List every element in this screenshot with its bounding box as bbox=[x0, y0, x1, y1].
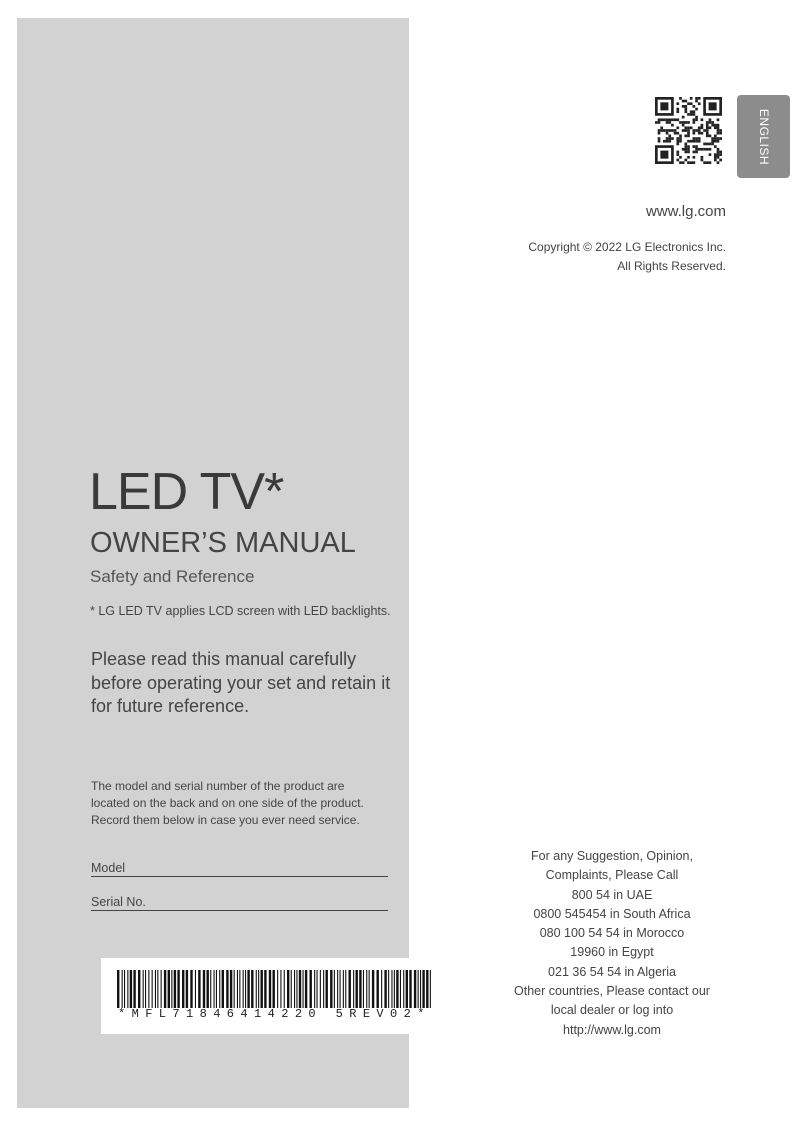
qr-code-icon bbox=[655, 97, 722, 164]
model-field: Model bbox=[91, 861, 388, 877]
info-line: located on the back and on one side of the product. bbox=[91, 796, 364, 810]
info-line: The model and serial number of the product are bbox=[91, 779, 345, 793]
language-tab bbox=[737, 95, 790, 178]
read-line: for future reference. bbox=[91, 696, 250, 716]
read-instructions bbox=[91, 648, 401, 719]
lcd-footnote: * LG LED TV applies LCD screen with LED backlights. bbox=[90, 604, 391, 618]
contact-line: 800 54 in UAE bbox=[571, 887, 653, 902]
copyright-notice bbox=[528, 238, 726, 276]
rights-line: All Rights Reserved. bbox=[617, 259, 726, 273]
contact-line: 0800 545454 in South Africa bbox=[533, 906, 691, 921]
manual-subtitle: OWNER’S MANUAL bbox=[90, 527, 356, 559]
model-serial-info bbox=[91, 778, 391, 829]
contact-line: 021 36 54 54 in Algeria bbox=[548, 964, 676, 979]
contact-line: Other countries, Please contact our bbox=[514, 984, 710, 999]
contact-line[interactable]: http://www.lg.com bbox=[563, 1022, 661, 1037]
language-label: ENGLISH bbox=[756, 108, 771, 165]
info-line: Record them below in case you ever need service. bbox=[91, 813, 360, 827]
read-line: Please read this manual carefully bbox=[91, 649, 357, 669]
contact-line: 080 100 54 54 in Morocco bbox=[539, 926, 685, 941]
read-line: before operating your set and retain it bbox=[91, 672, 391, 693]
barcode-number: *MFL71846414220 5REV02* bbox=[118, 1007, 431, 1021]
contact-line: local dealer or log into bbox=[550, 1003, 674, 1018]
product-title: LED TV* bbox=[89, 463, 284, 521]
contact-info bbox=[500, 847, 724, 1040]
cover-grey-panel bbox=[17, 18, 409, 1108]
serial-field: Serial No. bbox=[91, 895, 388, 911]
contact-line: For any Suggestion, Opinion, bbox=[531, 849, 693, 863]
copyright-line: Copyright © 2022 LG Electronics Inc. bbox=[528, 240, 726, 254]
safety-heading: Safety and Reference bbox=[90, 567, 255, 586]
website-url: www.lg.com bbox=[645, 203, 726, 220]
contact-line: 19960 in Egypt bbox=[570, 945, 654, 960]
contact-line: Complaints, Please Call bbox=[545, 868, 679, 883]
barcode-label bbox=[101, 958, 443, 1034]
barcode-icon bbox=[115, 970, 435, 1008]
